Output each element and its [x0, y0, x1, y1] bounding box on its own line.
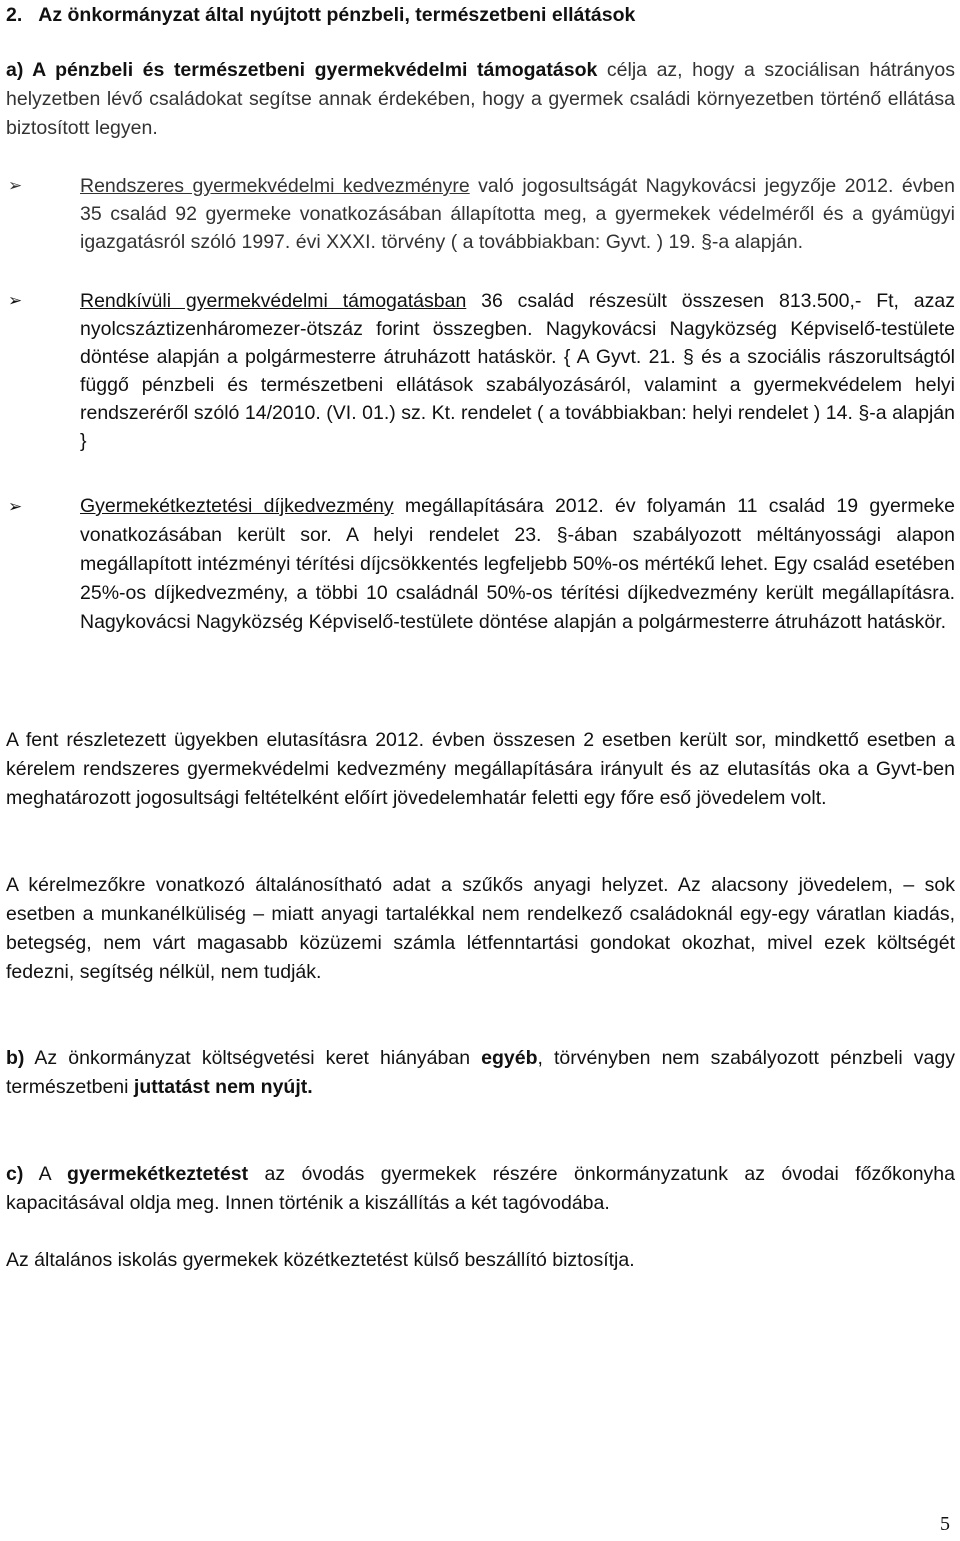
heading-number: 2.	[6, 4, 23, 26]
section-c-bold: gyermekétkeztetést	[67, 1163, 249, 1185]
bullet-extraordinary-support	[8, 287, 955, 455]
section-b-paragraph	[6, 1044, 955, 1102]
page-number: 5	[940, 1513, 950, 1535]
bullet-underlined: Rendkívüli gyermekvédelmi támogatásban	[80, 290, 467, 312]
section-c-text-2: az óvodás gyermekek részére önkormányzatunk az óvodai főzőkonyha kapacitásával oldja meg. Innen történik a kiszállítás a két tagóvodába.	[6, 1163, 955, 1214]
bullet-meal-discount	[8, 492, 955, 637]
section-b-label: b)	[6, 1047, 25, 1069]
school-meals-paragraph: Az általános iskolás gyermekek közétkeztetést külső beszállító biztosítja.	[6, 1249, 635, 1271]
section-b-text: Az önkormányzat költségvetési keret hiányában	[24, 1047, 482, 1069]
bullet-text: megállapítására 2012. év folyamán 11 család 19 gyermeke vonatkozásában került sor. A helyi rendelet 23. §-ában szabályozott méltányossági alapon megállapított intézményi térítési díjcsökkentés legfeljebb 50%-os mértékű lehet. Egy család esetében 25%-os díjkedvezmény, a többi 10 családnál 50%-os térítési díjkedvezmény került megállapításra. Nagykovácsi Nagyközség Képviselő-testülete döntése alapján a polgármesterre átruházott hatáskör.	[80, 495, 955, 633]
section-a-paragraph	[6, 56, 955, 143]
section-c-paragraph	[6, 1160, 955, 1218]
section-c-label: c)	[6, 1163, 24, 1185]
section-b-bold: egyéb	[481, 1047, 538, 1069]
bullet-regular-benefit	[8, 172, 955, 256]
section-b-text-2: , törvényben nem szabályozott pénzbeli vagy természetbeni	[6, 1047, 955, 1098]
section-c-text: A	[23, 1163, 68, 1185]
bullet-text: való jogosultságát Nagykovácsi jegyzője 2012. évben 35 család 92 gyermeke vonatkozásában állapította meg, a gyermekek védelméről és a gyámügyi igazgatásról szóló 1997. évi XXXI. törvény ( a továbbiakban: Gyvt. ) 19. §-a alapján.	[80, 175, 955, 253]
bullet-underlined: Rendszeres gyermekvédelmi kedvezményre	[80, 175, 470, 197]
arrowhead-bullet-icon: ➢	[8, 176, 23, 195]
arrowhead-bullet-icon: ➢	[8, 291, 23, 310]
rejections-paragraph: A fent részletezett ügyekben elutasításra 2012. évben összesen 2 esetben került sor, mindkettő esetben a kérelem rendszeres gyermekvédelmi kedvezmény megállapítására irányult és az elutasítás oka a Gyvt-ben meghatározott jogosultsági feltételként előírt jövedelemhatár feletti egy főre eső jövedelem volt.	[6, 729, 955, 809]
section-a-lead: a) A pénzbeli és természetbeni gyermekvédelmi támogatások	[6, 59, 598, 81]
bullet-text: 36 család részesült összesen 813.500,- Ft, azaz nyolcszáztizenháromezer-ötszáz forint összegben. Nagykovácsi Nagyközség Képviselő-testülete döntése alapján a polgármesterre átruházott hatáskör. { A Gyvt. 21. § és a szociális rászorultságtól függő pénzbeli és természetbeni ellátások szabályozásáról, valamint a gyermekvédelem helyi rendszeréről szóló 14/2010. (VI. 01.) sz. Kt. rendelet ( a továbbiakban: helyi rendelet ) 14. §-a alapján }	[80, 290, 955, 452]
applicants-paragraph: A kérelmezőkre vonatkozó általánosítható adat a szűkős anyagi helyzet. Az alacsony jövedelem, – sok esetben a munkanélküliség – miatt anyagi tartalékkal nem rendelkező családoknál egy-egy váratlan kiadás, betegség, nem várt magasabb közüzemi számla létfenntartási gondokat okozhat, mivel ezek költségét fedezni, segítség nélkül, nem tudják.	[6, 874, 955, 983]
arrowhead-bullet-icon: ➢	[8, 497, 23, 516]
section-b-bold-2: juttatást nem nyújt.	[133, 1076, 313, 1098]
section-a-text: célja az, hogy a szociálisan hátrányos helyzetben lévő családokat segítse annak érdekében, hogy a gyermek családi környezetben történő ellátása biztosított legyen.	[6, 59, 955, 139]
section-heading	[6, 4, 635, 27]
heading-title: Az önkormányzat által nyújtott pénzbeli, természetbeni ellátások	[38, 4, 636, 26]
bullet-underlined: Gyermekétkeztetési díjkedvezmény	[80, 495, 394, 517]
